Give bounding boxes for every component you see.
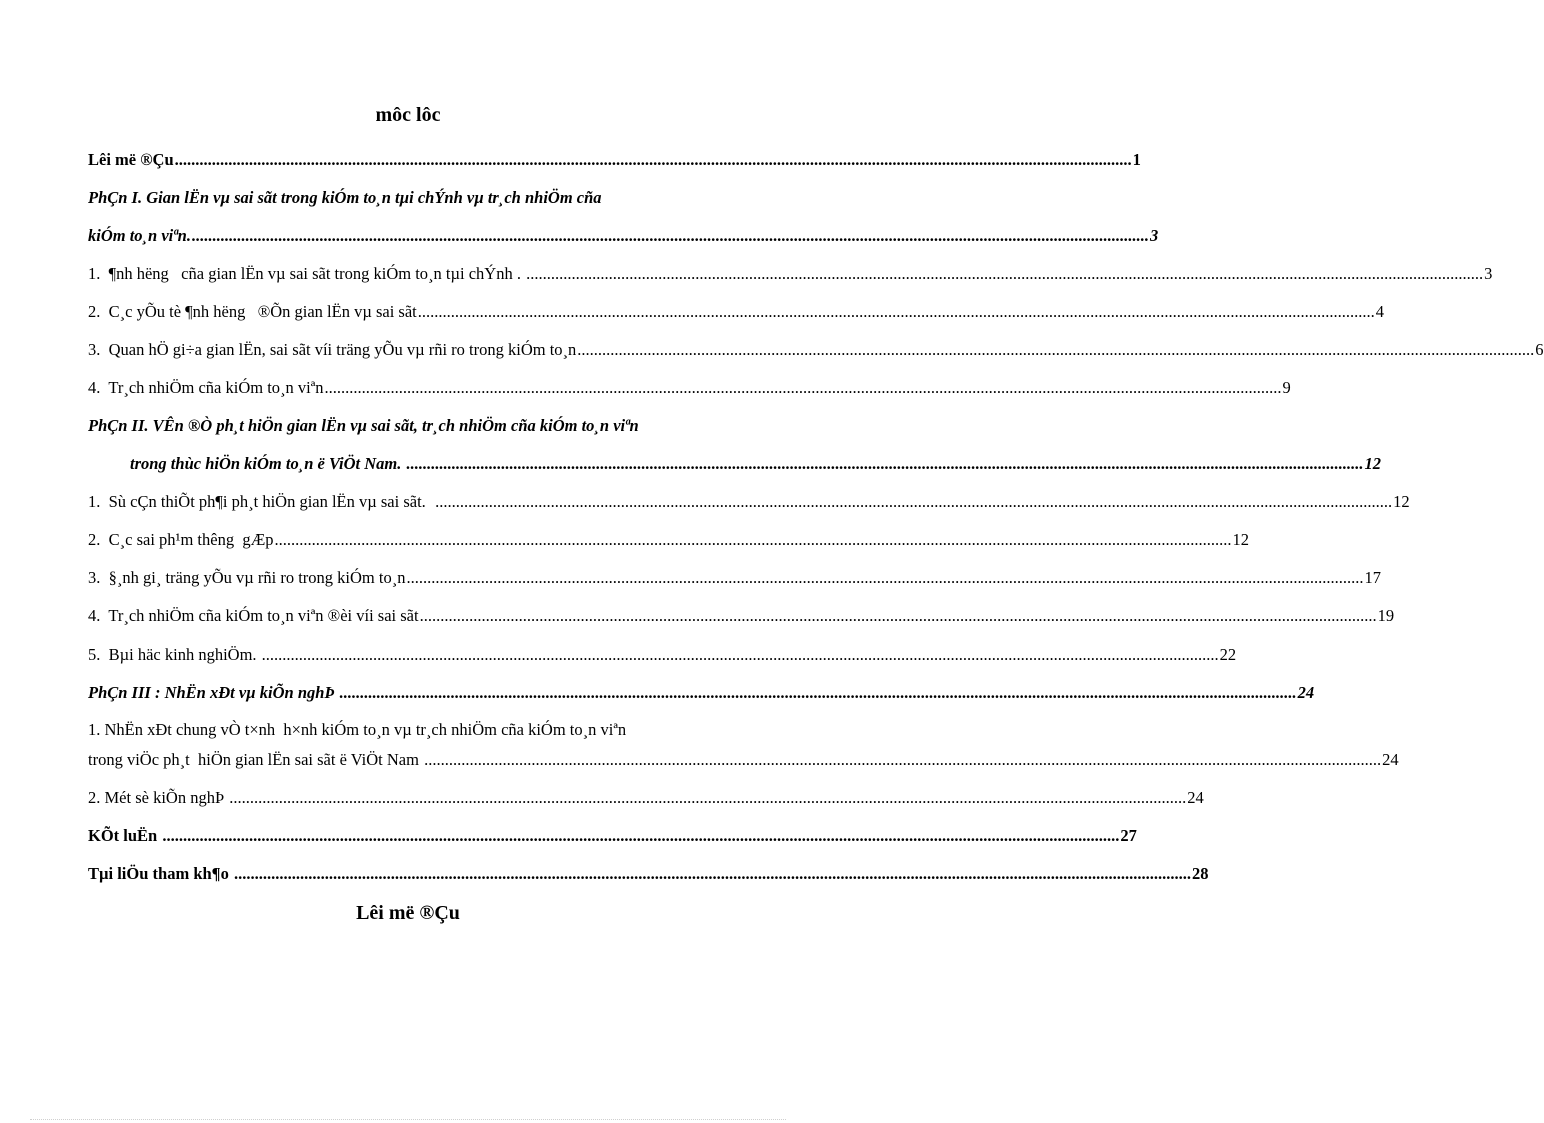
dot-leader: ........................................................................................................................................................................................................................................	[233, 864, 1191, 883]
dot-leader: ........................................................................................................................................................................................................................................	[526, 264, 1484, 283]
toc-entry-text: 3. Quan hÖ gi÷a gian lËn, sai sãt víi träng yÕu vµ rñi ro trong kiÓm to¸n	[88, 340, 577, 359]
section-title-introduction: Lêi më ®Çu	[356, 902, 460, 924]
toc-entry-text: 1. ¶nh hëng cña gian lËn vµ sai sãt trong kiÓm to¸n tµi chÝnh .	[88, 264, 526, 283]
toc-entry-text-line1: 1. NhËn xÐt chung vÒ t×nh h×nh kiÓm to¸n vµ tr¸ch nhiÖm cña kiÓm to¸n viªn	[88, 720, 627, 739]
toc-entry-text: 2. C¸c sai ph¹m thêng gÆp	[88, 530, 274, 549]
toc-entry-1-2[interactable]	[88, 302, 1385, 322]
toc-entry-3-2[interactable]	[88, 788, 1204, 808]
dot-leader: ........................................................................................................................................................................................................................................	[435, 492, 1393, 511]
toc-entry-references[interactable]	[88, 864, 1209, 884]
toc-entry-page: 27	[1120, 826, 1137, 845]
toc-entry-text: 4. Tr¸ch nhiÖm cña kiÓm to¸n viªn ®èi víi sai sãt	[88, 606, 419, 625]
toc-entry-1-3[interactable]	[88, 340, 1544, 360]
toc-entry-text: 5. Bµi häc kinh nghiÖm.	[88, 645, 261, 664]
toc-entry-page: 12	[1393, 492, 1410, 511]
page-bottom-border	[30, 1119, 786, 1120]
dot-leader: ........................................................................................................................................................................................................................................	[324, 378, 1282, 397]
toc-entry-text: 2. C¸c yÕu tè ¶nh hëng ®Õn gian lËn vµ sai sãt	[88, 302, 417, 321]
toc-entry-page: 3	[1484, 264, 1493, 283]
dot-leader: ........................................................................................................................................................................................................................................	[424, 750, 1382, 769]
toc-entry-conclusion[interactable]	[88, 826, 1137, 846]
toc-entry-page: 12	[1364, 454, 1382, 473]
toc-entry-text: 1. Sù cÇn thiÕt ph¶i ph¸t hiÖn gian lËn vµ sai sãt.	[88, 492, 435, 511]
dot-leader: ........................................................................................................................................................................................................................................	[162, 826, 1120, 845]
toc-title: môc lôc	[375, 104, 441, 126]
dot-leader: ........................................................................................................................................................................................................................................	[406, 568, 1364, 587]
dot-leader: ........................................................................................................................................................................................................................................	[419, 606, 1377, 625]
toc-entry-page: 12	[1232, 530, 1250, 549]
dot-leader: ........................................................................................................................................................................................................................................	[417, 302, 1375, 321]
toc-entry-page: 22	[1219, 645, 1237, 664]
toc-entry-page: 3	[1149, 226, 1159, 245]
toc-entry-2-3[interactable]	[88, 568, 1381, 588]
dot-leader: ........................................................................................................................................................................................................................................	[577, 340, 1535, 359]
toc-entry-part-3[interactable]	[88, 683, 1315, 703]
toc-entry-1-4[interactable]	[88, 378, 1291, 398]
toc-entry-text: kiÓm to¸n viªn.	[88, 226, 191, 245]
toc-entry-3-1[interactable]	[88, 720, 1399, 770]
dot-leader: ........................................................................................................................................................................................................................................	[191, 226, 1149, 245]
toc-entry-page: 4	[1375, 302, 1385, 321]
toc-entry-page: 1	[1132, 150, 1141, 169]
dot-leader: ........................................................................................................................................................................................................................................	[274, 530, 1232, 549]
toc-entry-text-line1: PhÇn I. Gian lËn vµ sai sãt trong kiÓm to¸n tµi chÝnh vµ tr¸ch nhiÖm cña	[88, 188, 602, 207]
toc-entry-2-5[interactable]	[88, 645, 1237, 665]
toc-entry-text-line1: PhÇn II. VÊn ®Ò ph¸t hiÖn gian lËn vµ sai sãt, tr¸ch nhiÖm cña kiÓm to¸n viªn	[88, 416, 639, 435]
toc-entry-page: 24	[1187, 788, 1204, 807]
toc-entry-page: 28	[1191, 864, 1209, 883]
toc-entry-page: 6	[1535, 340, 1544, 359]
dot-leader: ........................................................................................................................................................................................................................................	[174, 150, 1132, 169]
toc-entry-page: 17	[1364, 568, 1381, 587]
toc-entry-text: trong viÖc ph¸t hiÖn gian lËn sai sãt ë ViÖt Nam	[88, 750, 424, 769]
dot-leader: ........................................................................................................................................................................................................................................	[261, 645, 1219, 664]
toc-entry-text: trong thùc hiÖn kiÓm to¸n ë ViÖt Nam.	[130, 454, 406, 473]
toc-entry-page: 19	[1377, 606, 1395, 625]
toc-entry-text: PhÇn III : NhËn xÐt vµ kiÕn nghÞ	[88, 683, 339, 702]
toc-entry-page: 24	[1382, 750, 1399, 769]
toc-entry-text: Lêi më ®Çu	[88, 150, 174, 169]
toc-entry-2-1[interactable]	[88, 492, 1410, 512]
toc-entry-page: 24	[1297, 683, 1315, 702]
toc-entry-text: Tµi liÖu tham kh¶o	[88, 864, 233, 883]
dot-leader: ........................................................................................................................................................................................................................................	[229, 788, 1187, 807]
toc-entry-introduction[interactable]	[88, 150, 1141, 170]
toc-entry-2-4[interactable]	[88, 606, 1395, 626]
dot-leader: ........................................................................................................................................................................................................................................	[339, 683, 1297, 702]
toc-entry-2-2[interactable]	[88, 530, 1250, 550]
toc-entry-text: 3. §¸nh gi¸ träng yÕu vµ rñi ro trong kiÓm to¸n	[88, 568, 406, 587]
toc-entry-page: 9	[1282, 378, 1291, 397]
dot-leader: ........................................................................................................................................................................................................................................	[406, 454, 1364, 473]
toc-entry-text: 4. Tr¸ch nhiÖm cña kiÓm to¸n viªn	[88, 378, 324, 397]
toc-entry-text: KÕt luËn	[88, 826, 162, 845]
toc-entry-1-1[interactable]	[88, 264, 1493, 284]
toc-entry-part-1[interactable]	[88, 188, 1159, 246]
toc-entry-part-2[interactable]	[88, 416, 1382, 474]
toc-entry-text: 2. Mét sè kiÕn nghÞ	[88, 788, 229, 807]
